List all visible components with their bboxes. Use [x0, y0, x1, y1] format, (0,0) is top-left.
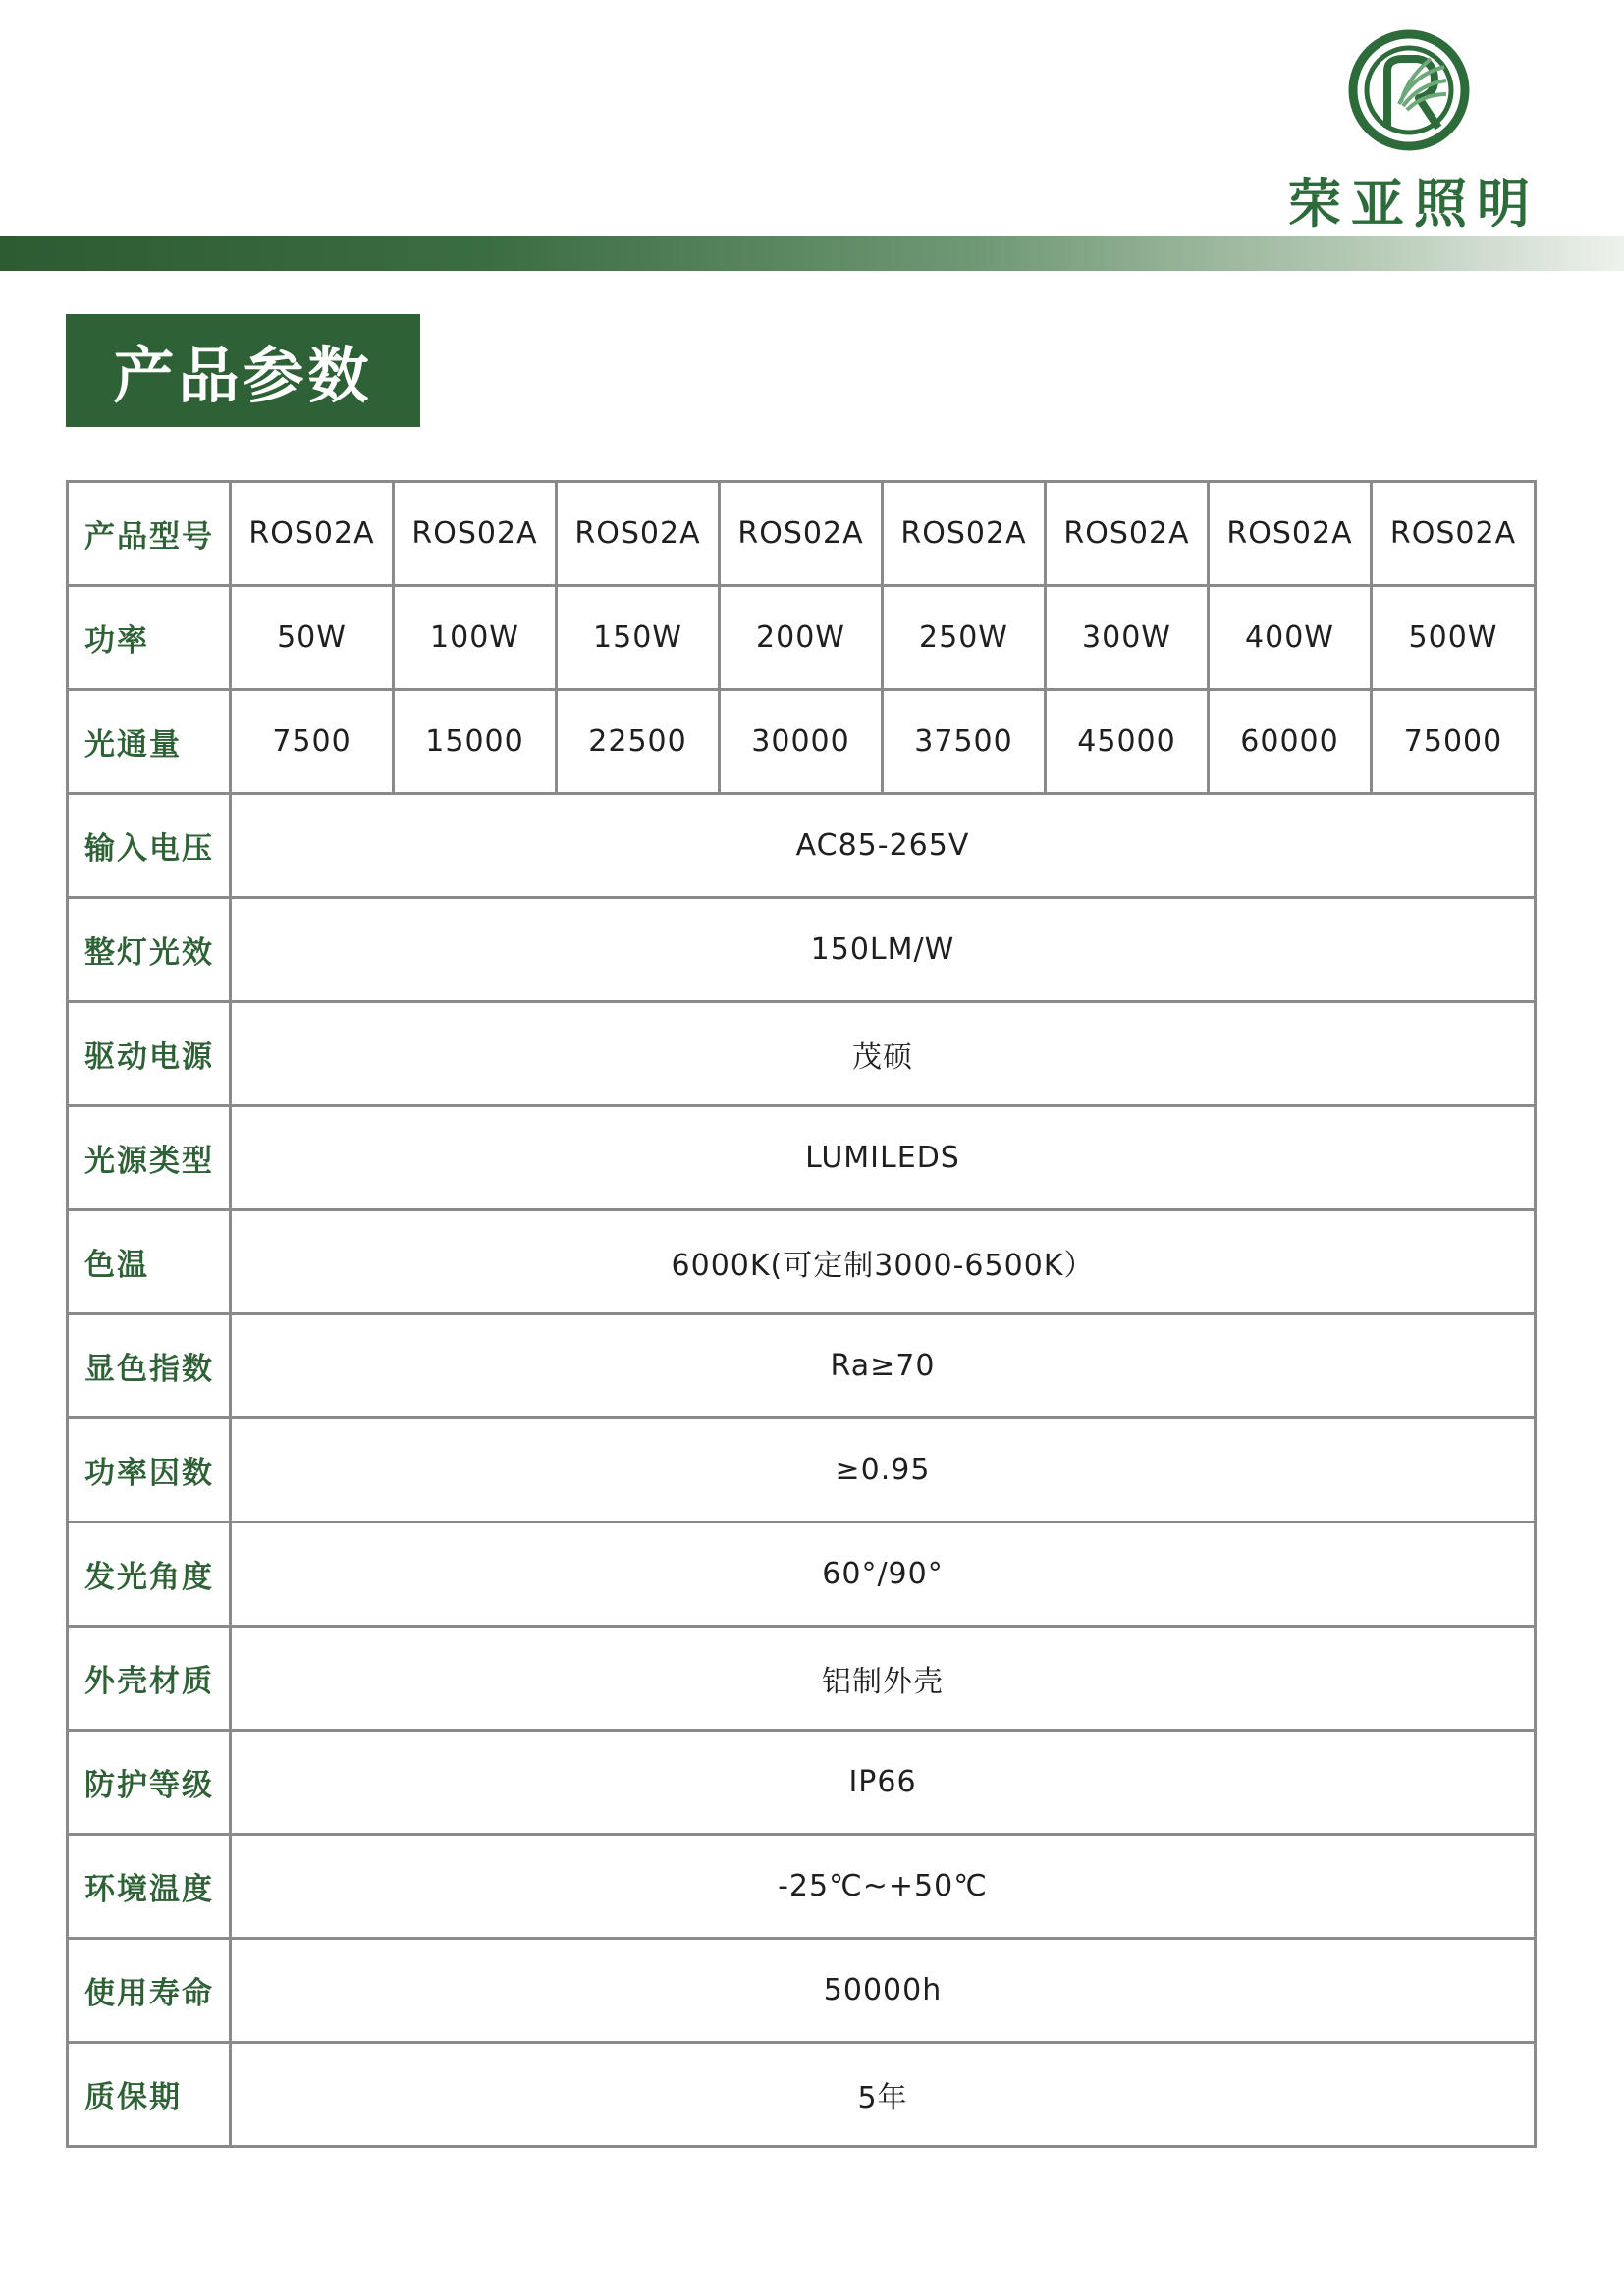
- model-cell: ROS02A: [557, 482, 720, 586]
- brand-logo: [1281, 29, 1546, 235]
- row-label: 功率因数: [68, 1418, 231, 1522]
- luminous-flux-cell: 30000: [720, 690, 883, 794]
- model-cell: ROS02A: [394, 482, 557, 586]
- power-cell: 200W: [720, 586, 883, 690]
- model-cell: ROS02A: [1046, 482, 1209, 586]
- luminous-flux-cell: 60000: [1209, 690, 1372, 794]
- table-row: [68, 690, 1536, 794]
- luminous-flux-cell: 15000: [394, 690, 557, 794]
- row-label: 使用寿命: [68, 1939, 231, 2043]
- model-cell: ROS02A: [1372, 482, 1536, 586]
- spec-value: -25℃~+50℃: [231, 1835, 1536, 1939]
- row-label: 驱动电源: [68, 1002, 231, 1106]
- table-row: [68, 1106, 1536, 1210]
- table-row: [68, 1314, 1536, 1418]
- row-label: 功率: [68, 586, 231, 690]
- spec-value: 6000K(可定制3000-6500K）: [231, 1210, 1536, 1314]
- row-label: 光源类型: [68, 1106, 231, 1210]
- power-cell: 250W: [883, 586, 1046, 690]
- row-label: 输入电压: [68, 794, 231, 898]
- spec-value: 60°/90°: [231, 1522, 1536, 1627]
- table-row: [68, 1939, 1536, 2043]
- row-label: 质保期: [68, 2043, 231, 2147]
- header-gradient-band: [0, 236, 1624, 271]
- row-label: 色温: [68, 1210, 231, 1314]
- row-label: 发光角度: [68, 1522, 231, 1627]
- power-cell: 300W: [1046, 586, 1209, 690]
- row-label: 外壳材质: [68, 1627, 231, 1731]
- power-cell: 400W: [1209, 586, 1372, 690]
- spec-value: 5年: [231, 2043, 1536, 2147]
- table-row: [68, 1210, 1536, 1314]
- table-row: [68, 586, 1536, 690]
- ry-leaf-circle-logo-icon: [1348, 29, 1470, 151]
- spec-value: 铝制外壳: [231, 1627, 1536, 1731]
- model-cell: ROS02A: [720, 482, 883, 586]
- row-label: 环境温度: [68, 1835, 231, 1939]
- table-row: [68, 2043, 1536, 2147]
- table-row: [68, 1835, 1536, 1939]
- luminous-flux-cell: 7500: [231, 690, 394, 794]
- row-label: 产品型号: [68, 482, 231, 586]
- power-cell: 150W: [557, 586, 720, 690]
- luminous-flux-cell: 75000: [1372, 690, 1536, 794]
- row-label: 防护等级: [68, 1731, 231, 1835]
- section-title: 产品参数: [66, 314, 420, 427]
- spec-value: ≥0.95: [231, 1418, 1536, 1522]
- table-row: [68, 898, 1536, 1002]
- power-cell: 100W: [394, 586, 557, 690]
- power-cell: 500W: [1372, 586, 1536, 690]
- table-row: [68, 1522, 1536, 1627]
- table-row: [68, 1002, 1536, 1106]
- spec-value: 茂硕: [231, 1002, 1536, 1106]
- table-row: [68, 1731, 1536, 1835]
- spec-value: Ra≥70: [231, 1314, 1536, 1418]
- spec-value: AC85-265V: [231, 794, 1536, 898]
- row-label: 光通量: [68, 690, 231, 794]
- spec-value: 50000h: [231, 1939, 1536, 2043]
- model-cell: ROS02A: [1209, 482, 1372, 586]
- model-cell: ROS02A: [883, 482, 1046, 586]
- table-row: [68, 794, 1536, 898]
- table-row: [68, 482, 1536, 586]
- power-cell: 50W: [231, 586, 394, 690]
- luminous-flux-cell: 45000: [1046, 690, 1209, 794]
- product-parameter-table: [66, 480, 1537, 2148]
- row-label: 显色指数: [68, 1314, 231, 1418]
- table-row: [68, 1418, 1536, 1522]
- table-row: [68, 1627, 1536, 1731]
- model-cell: ROS02A: [231, 482, 394, 586]
- spec-value: 150LM/W: [231, 898, 1536, 1002]
- row-label: 整灯光效: [68, 898, 231, 1002]
- luminous-flux-cell: 22500: [557, 690, 720, 794]
- brand-name: 荣亚照明: [1288, 173, 1540, 235]
- spec-value: IP66: [231, 1731, 1536, 1835]
- luminous-flux-cell: 37500: [883, 690, 1046, 794]
- spec-value: LUMILEDS: [231, 1106, 1536, 1210]
